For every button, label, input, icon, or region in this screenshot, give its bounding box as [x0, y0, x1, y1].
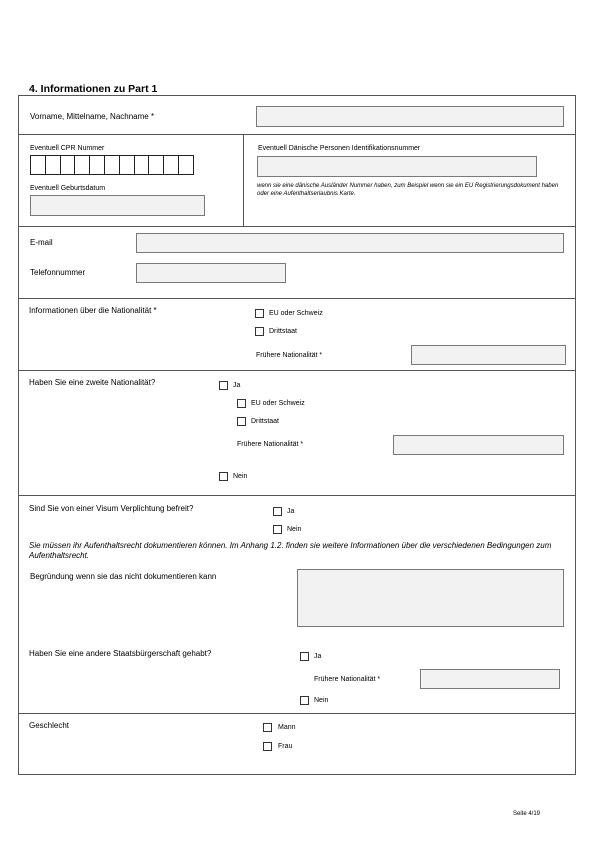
- second-nationality-eu-label: EU oder Schweiz: [251, 400, 305, 407]
- email-label: E-mail: [30, 238, 53, 247]
- gender-female-label: Frau: [278, 743, 293, 750]
- second-nationality-third-checkbox[interactable]: [237, 417, 246, 426]
- dk-id-label: Eventuell Dänische Personen Identifikationsnummer: [258, 145, 421, 152]
- second-nationality-eu-checkbox[interactable]: [237, 399, 246, 408]
- visa-no-label: Nein: [287, 526, 302, 533]
- visa-yes-checkbox[interactable]: [273, 507, 282, 516]
- divider: [18, 370, 576, 371]
- second-nationality-yes-label: Ja: [233, 382, 241, 389]
- second-nationality-no-label: Nein: [233, 473, 248, 480]
- gender-label: Geschlecht: [29, 721, 70, 730]
- nationality-former-field[interactable]: [411, 345, 566, 365]
- visa-reason-label: Begründung wenn sie das nicht dokumentieren kann: [30, 572, 217, 581]
- nationality-eu-label: EU oder Schweiz: [269, 310, 323, 317]
- second-nationality-former-field[interactable]: [393, 435, 564, 455]
- divider: [18, 226, 576, 227]
- gender-female-checkbox[interactable]: [263, 742, 272, 751]
- other-citizenship-yes-checkbox[interactable]: [300, 652, 309, 661]
- second-nationality-third-label: Drittstaat: [251, 418, 280, 425]
- cpr-label: Eventuell CPR Nummer: [30, 145, 105, 152]
- nationality-eu-checkbox[interactable]: [255, 309, 264, 318]
- other-citizenship-no-checkbox[interactable]: [300, 696, 309, 705]
- visa-yes-label: Ja: [287, 508, 295, 515]
- page-number: Seite 4/19: [513, 811, 541, 817]
- phone-label: Telefonnummer: [30, 268, 86, 277]
- names-label: Vorname, Mittelname, Nachname *: [30, 112, 155, 121]
- phone-field[interactable]: [136, 263, 286, 283]
- visa-note: Sie müssen ihr Aufenthaltsrecht dokumentieren können. Im Anhang 1.2. finden sie weitere Informationen über die verschiedenen Bedingungen zum Aufenthaltsrecht.: [29, 541, 552, 560]
- email-field[interactable]: [136, 233, 564, 253]
- other-citizenship-former-field[interactable]: [420, 669, 560, 689]
- gender-male-checkbox[interactable]: [263, 723, 272, 732]
- other-citizenship-yes-label: Ja: [314, 653, 322, 660]
- other-citizenship-label: Haben Sie eine andere Staatsbürgerschaft gehabt?: [29, 649, 212, 658]
- names-field[interactable]: [256, 106, 564, 127]
- gender-male-label: Mann: [278, 724, 296, 731]
- birth-label: Eventuell Geburtsdatum: [30, 185, 106, 192]
- visa-no-checkbox[interactable]: [273, 525, 282, 534]
- dk-id-note: wenn sie eine dänische Ausländer Nummer haben, zum Beispiel wenn sie ein EU Registrierungsdokument haben oder eine Aufenthaltserlaubnis Karte.: [257, 183, 559, 197]
- other-citizenship-no-label: Nein: [314, 697, 329, 704]
- second-nationality-former-label: Frühere Nationalität *: [237, 441, 304, 448]
- divider: [18, 134, 576, 135]
- nationality-label: Informationen über die Nationalität *: [29, 306, 157, 315]
- second-nationality-yes-checkbox[interactable]: [219, 381, 228, 390]
- second-nationality-label: Haben Sie eine zweite Nationalität?: [29, 378, 156, 387]
- other-citizenship-former-label: Frühere Nationalität *: [314, 676, 381, 683]
- cpr-input[interactable]: [30, 155, 194, 175]
- nationality-third-checkbox[interactable]: [255, 327, 264, 336]
- birth-date-field[interactable]: [30, 195, 205, 216]
- section-title: 4. Informationen zu Part 1: [29, 83, 158, 95]
- visa-reason-field[interactable]: [297, 569, 564, 627]
- divider: [243, 134, 244, 226]
- second-nationality-no-checkbox[interactable]: [219, 472, 228, 481]
- nationality-third-label: Drittstaat: [269, 328, 298, 335]
- dk-id-field[interactable]: [257, 156, 537, 177]
- divider: [18, 713, 576, 714]
- visa-label: Sind Sie von einer Visum Verplichtung befreit?: [29, 504, 194, 513]
- divider: [18, 298, 576, 299]
- divider: [18, 495, 576, 496]
- nationality-former-label: Frühere Nationalität *: [256, 352, 323, 359]
